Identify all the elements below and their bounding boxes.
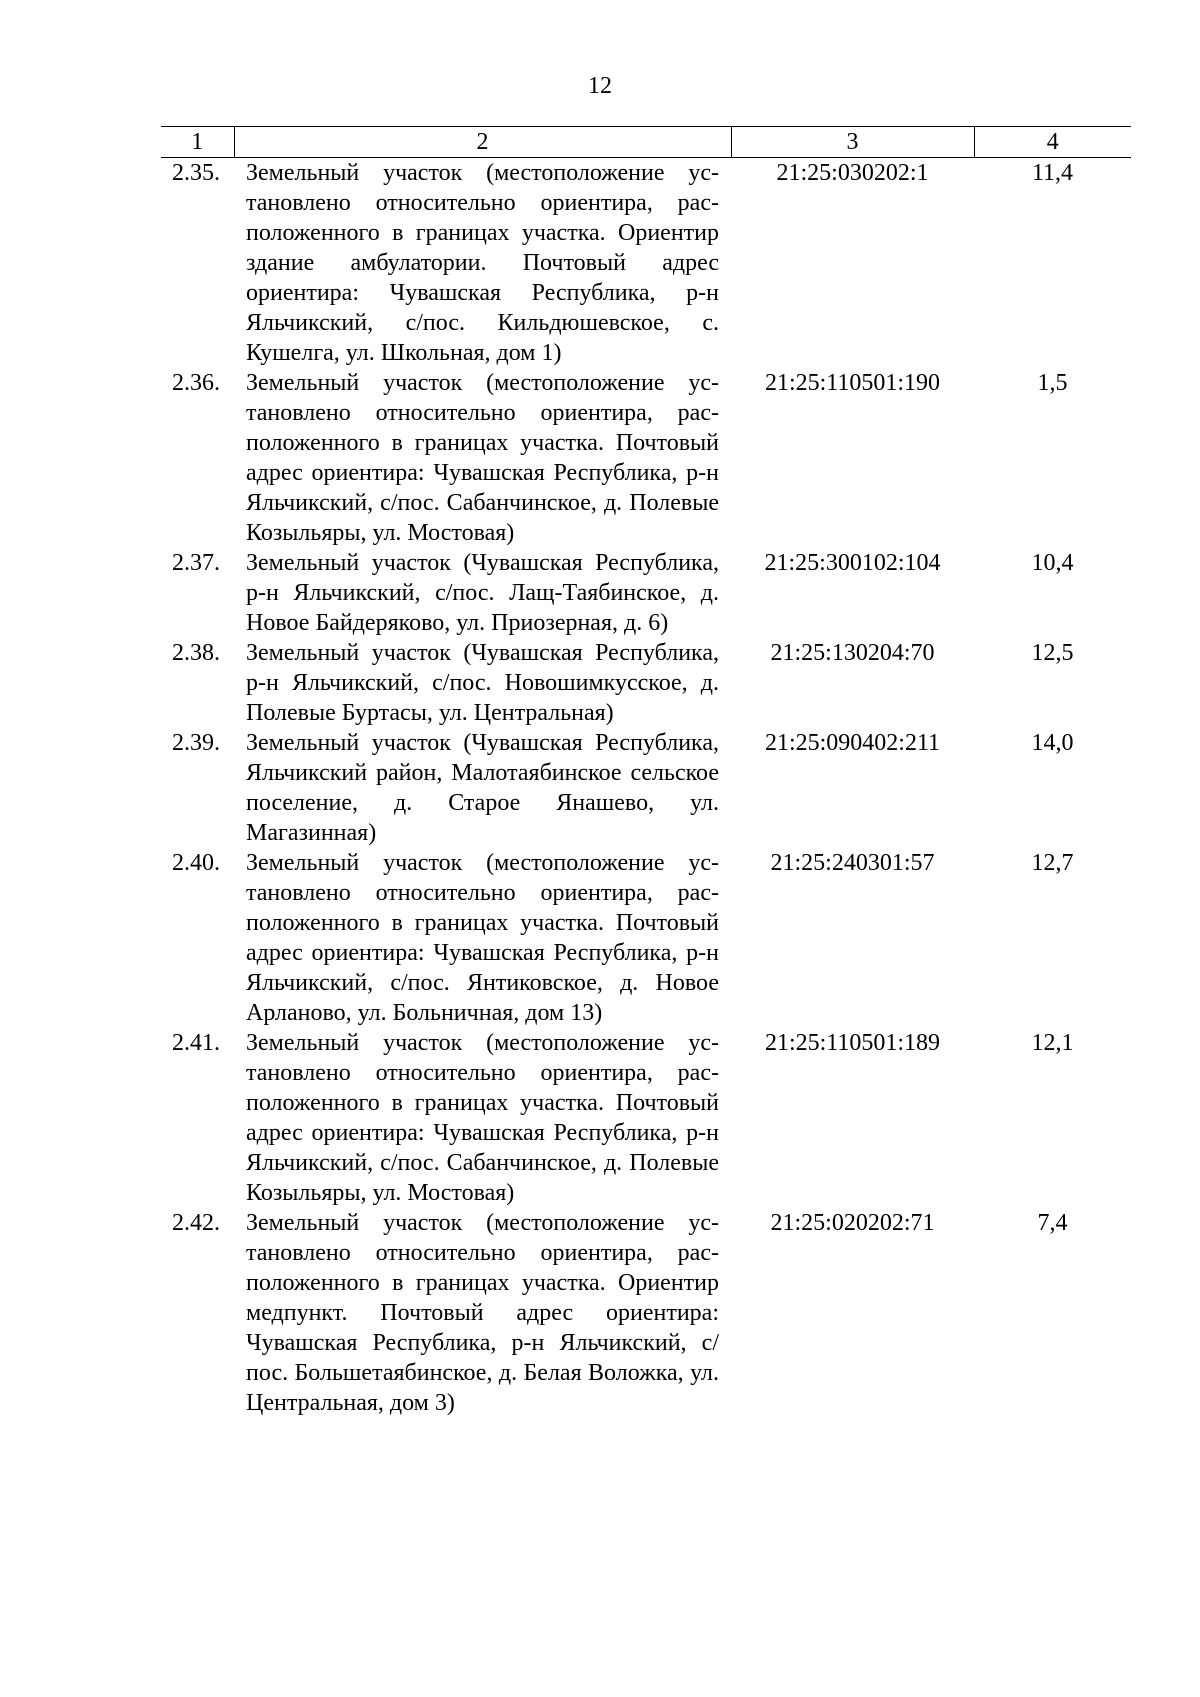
page-number: 12 [588, 73, 612, 99]
table-header [161, 127, 1131, 158]
cadastral-number: 21:25:030202:1 [776, 160, 929, 186]
plot-value: 11,4 [1031, 160, 1074, 186]
plot-description: Земельный участок (местоположение установлено относительно ориентира, расположенного в границах участка. Ориентир медпункт. Почтовый адрес ориентира: Чувашская Республика, р-н Яльчикский, с/пос. Большетаябинское, д. Белая Воложка, ул. Центральная, дом 3) [246, 1210, 719, 1416]
table-row [161, 728, 1131, 848]
land-plots-table [161, 126, 1131, 1418]
cadastral-number: 21:25:130204:70 [770, 640, 935, 666]
cadastral-number: 21:25:020202:71 [770, 1210, 935, 1236]
cadastral-number: 21:25:110501:190 [764, 370, 941, 396]
table-row [161, 158, 1131, 369]
row-number: 2.42. [172, 1210, 220, 1236]
column-header-1: 1 [161, 127, 234, 158]
plot-value: 14,0 [1031, 730, 1074, 756]
column-header-4: 4 [974, 127, 1131, 158]
table-row [161, 1208, 1131, 1418]
row-number: 2.37. [172, 550, 220, 576]
plot-description: Земельный участок (Чувашская Республика, р-н Яльчикский, с/пос. Лащ-Таябинское, д. Новое Байдеряково, ул. Приозерная, д. 6) [246, 550, 719, 636]
table-row [161, 548, 1131, 638]
row-number: 2.41. [172, 1030, 220, 1056]
table-row [161, 848, 1131, 1028]
table-row [161, 638, 1131, 728]
plot-description: Земельный участок (Чувашская Республика, р-н Яльчикский, с/пос. Новошимкусское, д. Полевые Буртасы, ул. Центральная) [246, 640, 719, 726]
plot-description: Земельный участок (Чувашская Республика, Яльчикский район, Малотаябинское сельское поселение, д. Старое Янашево, ул. Магазинная) [246, 730, 719, 846]
table-row [161, 368, 1131, 548]
plot-description: Земельный участок (местоположение установлено относительно ориентира, расположенного в границах участка. Ориентир здание амбулатории. Почтовый адрес ориентира: Чувашская Республика, р-н Яльчикский, с/пос. Кильдюшевское, с. Кушелга, ул. Школьная, дом 1) [246, 160, 719, 366]
plot-value: 1,5 [1037, 370, 1068, 396]
cadastral-number: 21:25:300102:104 [764, 550, 941, 576]
row-number: 2.36. [172, 370, 220, 396]
plot-value: 7,4 [1037, 1210, 1068, 1236]
plot-description: Земельный участок (местоположение установлено относительно ориентира, расположенного в границах участка. Почтовый адрес ориентира: Чувашская Республика, р-н Яльчикский, с/пос. Янтиковское, д. Новое Арланово, ул. Больничная, дом 13) [246, 850, 719, 1026]
row-number: 2.40. [172, 850, 220, 876]
table-row [161, 1028, 1131, 1208]
plot-value: 12,1 [1031, 1030, 1074, 1056]
cadastral-number: 21:25:090402:211 [764, 730, 941, 756]
plot-value: 12,7 [1031, 850, 1074, 876]
row-number: 2.39. [172, 730, 220, 756]
header-row [161, 127, 1131, 158]
row-number: 2.35. [172, 160, 220, 186]
plot-description: Земельный участок (местоположение установлено относительно ориентира, расположенного в границах участка. Почтовый адрес ориентира: Чувашская Республика, р-н Яльчикский, с/пос. Сабанчинское, д. Полевые Козыльяры, ул. Мостовая) [246, 1030, 719, 1206]
column-header-3: 3 [731, 127, 974, 158]
plot-description: Земельный участок (местоположение установлено относительно ориентира, расположенного в границах участка. Почтовый адрес ориентира: Чувашская Республика, р-н Яльчикский, с/пос. Сабанчинское, д. Полевые Козыльяры, ул. Мостовая) [246, 370, 719, 546]
plot-value: 10,4 [1031, 550, 1074, 576]
column-header-2: 2 [234, 127, 731, 158]
plot-value: 12,5 [1031, 640, 1074, 666]
table-body [161, 158, 1131, 1419]
row-number: 2.38. [172, 640, 220, 666]
cadastral-number: 21:25:110501:189 [764, 1030, 941, 1056]
cadastral-number: 21:25:240301:57 [770, 850, 935, 876]
